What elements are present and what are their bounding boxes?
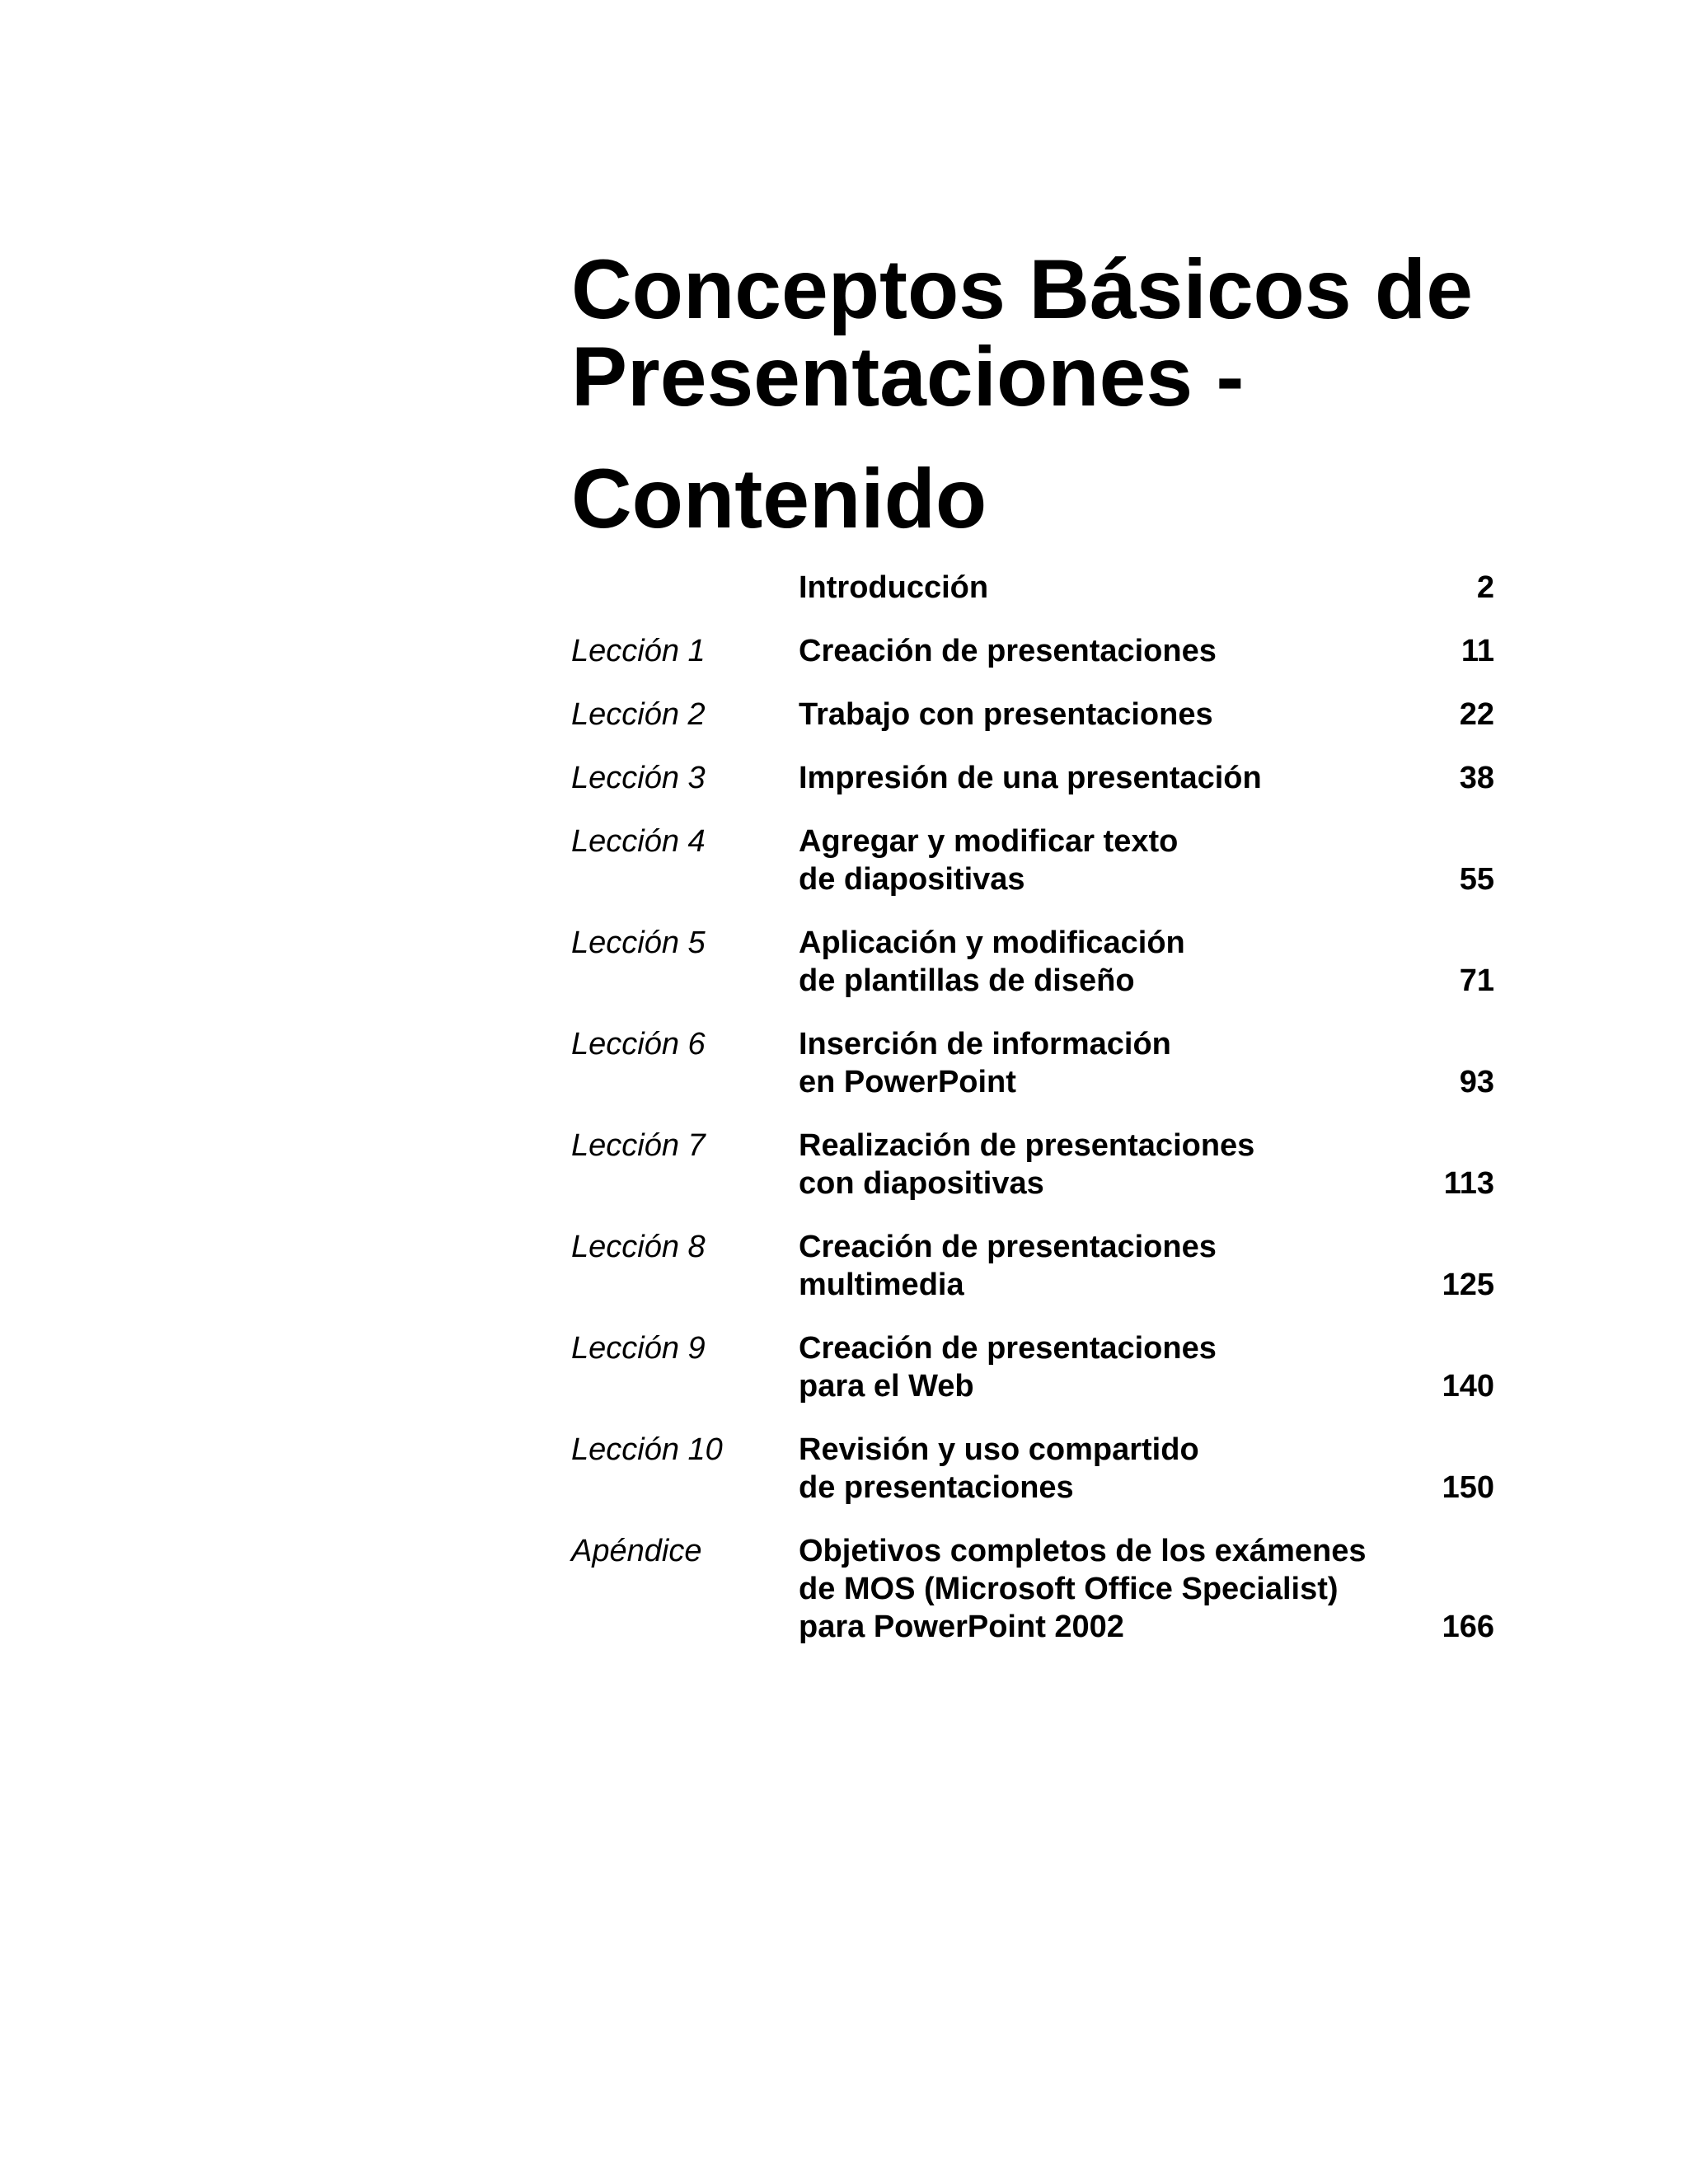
toc-entry-title-line: Creación de presentaciones [799, 1331, 1217, 1366]
toc-entry-page-number: 22 [1459, 697, 1494, 732]
toc-entry[interactable] [571, 1025, 1494, 1101]
table-of-contents [571, 569, 1494, 1671]
title-line-1: Conceptos Básicos de [571, 242, 1473, 336]
toc-entry-title-line: de MOS (Microsoft Office Specialist) [799, 1572, 1339, 1606]
toc-entry-label: Lección 10 [571, 1432, 723, 1467]
toc-entry[interactable] [571, 1228, 1494, 1304]
toc-entry-title-line: de presentaciones [799, 1470, 1074, 1505]
toc-entry[interactable] [571, 569, 1494, 607]
toc-entry-title [799, 1329, 1425, 1405]
toc-entry-title-line: Agregar y modificar texto [799, 824, 1179, 859]
toc-entry-label: Lección 5 [571, 926, 706, 960]
toc-entry-title [799, 823, 1425, 898]
toc-entry[interactable] [571, 1127, 1494, 1202]
toc-entry[interactable] [571, 1431, 1494, 1507]
toc-entry-title-line: de diapositivas [799, 862, 1025, 897]
toc-entry-title [799, 1532, 1425, 1646]
toc-entry-title-line: Creación de presentaciones [799, 634, 1217, 668]
toc-entry-title-line: Aplicación y modificación [799, 926, 1185, 960]
toc-entry-label: Lección 2 [571, 697, 706, 732]
toc-entry-title [799, 924, 1425, 1000]
toc-entry[interactable] [571, 823, 1494, 898]
toc-entry-page-number: 150 [1442, 1470, 1494, 1505]
toc-entry-title-line: multimedia [799, 1268, 964, 1302]
toc-entry-label: Lección 8 [571, 1230, 706, 1264]
toc-entry-title-line: para el Web [799, 1369, 974, 1404]
toc-entry-title [799, 1228, 1425, 1304]
toc-entry[interactable] [571, 632, 1494, 670]
toc-entry-title [799, 696, 1425, 733]
title-line-3: Contenido [571, 452, 987, 546]
toc-entry-title [799, 632, 1425, 670]
toc-entry-page-number: 113 [1443, 1166, 1494, 1201]
toc-entry[interactable] [571, 924, 1494, 1000]
toc-entry[interactable] [571, 1329, 1494, 1405]
toc-entry-title-line: en PowerPoint [799, 1065, 1016, 1099]
toc-entry-title [799, 569, 1425, 607]
toc-entry-title-line: para PowerPoint 2002 [799, 1610, 1124, 1644]
toc-entry-label: Lección 7 [571, 1128, 706, 1163]
toc-entry-title-line: Introducción [799, 570, 989, 605]
toc-entry-label: Lección 6 [571, 1027, 706, 1062]
toc-entry-label: Lección 9 [571, 1331, 706, 1366]
toc-entry-page-number: 166 [1442, 1610, 1494, 1644]
toc-entry[interactable] [571, 1532, 1494, 1646]
toc-entry-page-number: 2 [1476, 570, 1494, 605]
toc-entry-label: Apéndice [571, 1534, 702, 1568]
page-title [571, 242, 1610, 546]
toc-entry[interactable] [571, 696, 1494, 733]
toc-entry-title [799, 1431, 1425, 1507]
toc-entry-title-line: Objetivos completos de los exámenes [799, 1534, 1367, 1568]
toc-entry-label: Lección 3 [571, 761, 706, 795]
toc-entry-page-number: 38 [1459, 761, 1494, 795]
toc-entry-title [799, 1127, 1425, 1202]
toc-entry-title [799, 1025, 1425, 1101]
toc-entry-title-line: Revisión y uso compartido [799, 1432, 1199, 1467]
toc-entry-title [799, 759, 1425, 797]
toc-entry[interactable] [571, 759, 1494, 797]
toc-entry-label: Lección 1 [571, 634, 706, 668]
toc-entry-title-line: Inserción de información [799, 1027, 1171, 1062]
toc-entry-page-number: 93 [1459, 1065, 1494, 1099]
toc-entry-page-number: 140 [1442, 1369, 1494, 1404]
toc-entry-title-line: de plantillas de diseño [799, 963, 1135, 998]
toc-entry-title-line: con diapositivas [799, 1166, 1044, 1201]
toc-entry-page-number: 125 [1442, 1268, 1494, 1302]
toc-entry-page-number: 55 [1459, 862, 1494, 897]
toc-entry-page-number: 11 [1461, 634, 1494, 668]
toc-entry-title-line: Impresión de una presentación [799, 761, 1262, 795]
title-line-2: Presentaciones - [571, 330, 1245, 424]
toc-entry-page-number: 71 [1459, 963, 1494, 998]
toc-entry-label: Lección 4 [571, 824, 706, 859]
toc-entry-title-line: Realización de presentaciones [799, 1128, 1255, 1163]
toc-entry-title-line: Creación de presentaciones [799, 1230, 1217, 1264]
toc-entry-title-line: Trabajo con presentaciones [799, 697, 1213, 732]
